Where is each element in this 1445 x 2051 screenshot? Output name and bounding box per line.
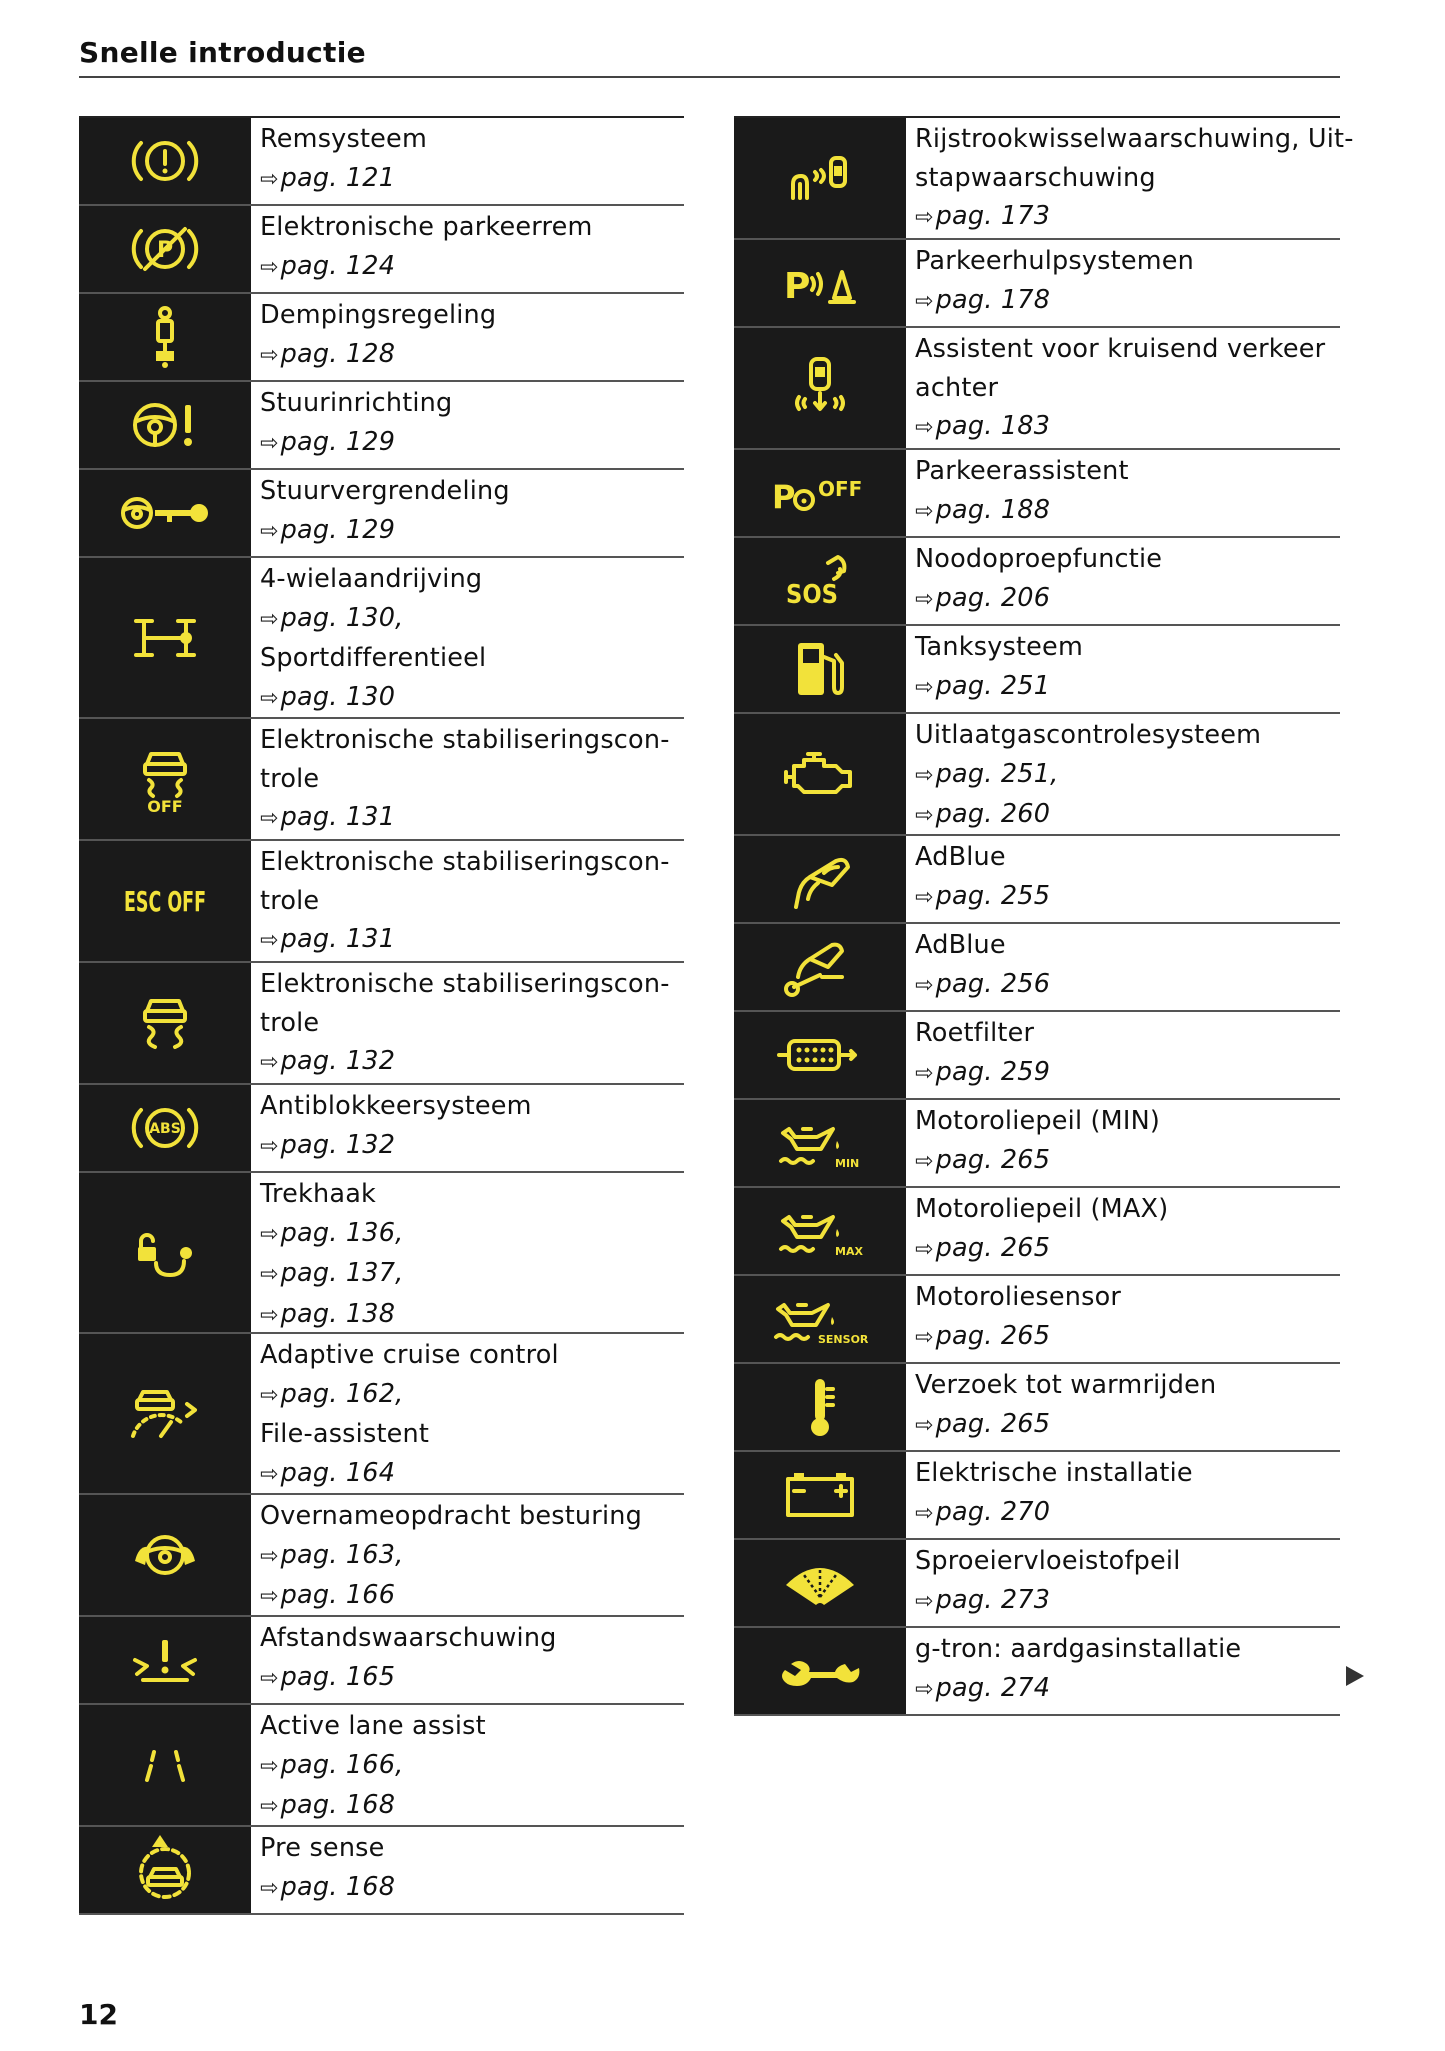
row-text [906, 1452, 1340, 1538]
row-label: Parkeerhulpsystemen [915, 246, 1195, 276]
row-label: Motoroliepeil (MAX) [915, 1194, 1169, 1224]
row-text [906, 1540, 1340, 1626]
table-row [734, 538, 1340, 626]
page-header-title: Snelle introductie [79, 36, 366, 69]
row-text [906, 714, 1340, 834]
page-reference[interactable]: ⇨pag. 265 [915, 1144, 1051, 1175]
steering-warning-icon [79, 382, 251, 468]
battery-icon [734, 1452, 906, 1538]
indicator-table-left [79, 116, 684, 1915]
svg-text:ESC OFF: ESC OFF [124, 885, 206, 918]
page-reference[interactable]: ⇨pag. 251 [915, 670, 1051, 701]
row-label: Motoroliepeil (MIN) [915, 1106, 1161, 1136]
svg-text:MAX: MAX [835, 1245, 863, 1258]
row-label: File-assistent [260, 1419, 430, 1449]
row-text [906, 118, 1354, 238]
row-label: Dempingsregeling [260, 300, 497, 330]
row-label: Elektronische stabiliseringscon- [260, 847, 670, 877]
table-row [734, 1628, 1340, 1716]
table-row [734, 1364, 1340, 1452]
table-row [79, 841, 684, 963]
svg-text:OFF: OFF [147, 797, 183, 816]
table-row [79, 470, 684, 558]
row-label: Active lane assist [260, 1711, 486, 1741]
pre-sense-icon [79, 1827, 251, 1913]
page-reference[interactable]: ⇨pag. 166, [260, 1749, 404, 1780]
page-reference[interactable]: ⇨pag. 162, [260, 1378, 404, 1409]
row-label: trole [260, 763, 320, 794]
row-label: Elektronische parkeerrem [260, 212, 593, 242]
page-reference[interactable]: ⇨pag. 132 [260, 1129, 396, 1160]
table-row [734, 118, 1354, 240]
row-text [906, 626, 1340, 712]
row-text [906, 924, 1340, 1010]
row-label: Sproeiervloeistofpeil [915, 1546, 1181, 1576]
row-label: trole [260, 885, 320, 916]
row-label: Verzoek tot warmrijden [915, 1370, 1217, 1400]
row-text [906, 538, 1340, 624]
row-text [251, 294, 684, 380]
row-text [251, 1617, 684, 1703]
row-label: Afstandswaarschuwing [260, 1623, 557, 1653]
row-text [906, 1100, 1340, 1186]
table-row [79, 719, 684, 841]
table-row [79, 1085, 684, 1173]
row-label: Pre sense [260, 1833, 385, 1863]
esc-car-icon [79, 963, 251, 1083]
row-text [251, 1827, 684, 1913]
table-row [79, 1617, 684, 1705]
page-reference[interactable]: ⇨pag. 178 [915, 284, 1051, 315]
page-reference[interactable]: ⇨pag. 270 [915, 1496, 1051, 1527]
row-label: Antiblokkeersysteem [260, 1091, 532, 1121]
abs-icon [79, 1085, 251, 1171]
row-label: Motoroliesensor [915, 1282, 1122, 1312]
row-label: Rijstrookwisselwaarschuwing, Uit- [915, 124, 1354, 154]
table-row [734, 1188, 1340, 1276]
page-reference[interactable]: ⇨pag. 173 [915, 201, 1051, 231]
row-text [251, 206, 684, 292]
svg-text:MIN: MIN [835, 1157, 860, 1170]
row-text [906, 1012, 1340, 1098]
page-reference[interactable]: ⇨pag. 259 [915, 1056, 1051, 1087]
page-reference[interactable]: ⇨pag. 121 [260, 162, 396, 193]
row-label: AdBlue [915, 842, 1006, 872]
row-label: Trekhaak [260, 1179, 376, 1209]
row-text [251, 1085, 684, 1171]
row-label: Elektronische stabiliseringscon- [260, 969, 670, 999]
row-label: achter [915, 372, 999, 403]
row-label: Elektrische installatie [915, 1458, 1193, 1488]
header-divider [79, 76, 1340, 78]
table-row [79, 1334, 684, 1495]
svg-text:SENSOR: SENSOR [818, 1333, 869, 1346]
wrench-icon [734, 1628, 906, 1714]
lane-assist-icon [79, 1705, 251, 1825]
table-row [79, 1827, 684, 1915]
row-text [251, 382, 684, 468]
page-reference[interactable]: ⇨pag. 138 [260, 1298, 396, 1329]
table-row [79, 294, 684, 382]
esc-off-car-icon [79, 719, 251, 839]
table-row [79, 1173, 684, 1334]
table-row [734, 714, 1340, 836]
shock-absorber-icon [79, 294, 251, 380]
thermometer-icon [734, 1364, 906, 1450]
row-label: Stuurvergrendeling [260, 476, 510, 506]
svg-text:OFF: OFF [818, 477, 863, 501]
washer-fluid-icon [734, 1540, 906, 1626]
fuel-pump-icon [734, 626, 906, 712]
page-reference[interactable]: ⇨pag. 163, [260, 1539, 404, 1570]
page-reference[interactable]: ⇨pag. 165 [260, 1661, 396, 1692]
steering-lock-icon [79, 470, 251, 556]
row-text [906, 1628, 1340, 1714]
oil-min-icon [734, 1100, 906, 1186]
row-text [251, 1173, 684, 1332]
svg-text:ABS: ABS [149, 1121, 181, 1137]
page-reference[interactable]: ⇨pag. 251, [915, 758, 1059, 789]
all-wheel-drive-icon [79, 558, 251, 717]
page-reference[interactable]: ⇨pag. 206 [915, 582, 1051, 613]
adblue-nozzle-icon [734, 836, 906, 922]
svg-text:P: P [156, 238, 174, 263]
row-label: Roetfilter [915, 1018, 1035, 1048]
page-reference[interactable]: ⇨pag. 130 [260, 681, 396, 712]
svg-text:P: P [772, 478, 796, 516]
page-reference[interactable]: ⇨pag. 274 [915, 1672, 1051, 1703]
row-label: Sportdifferentieel [260, 643, 487, 673]
page-reference[interactable]: ⇨pag. 183 [915, 411, 1051, 441]
table-row [734, 1100, 1340, 1188]
row-text [906, 1364, 1340, 1450]
row-text [906, 450, 1340, 536]
esc-off-text-icon [79, 841, 251, 961]
page-reference[interactable]: ⇨pag. 132 [260, 1046, 396, 1076]
row-label: Overnameopdracht besturing [260, 1501, 643, 1531]
page-reference[interactable]: ⇨pag. 168 [260, 1790, 396, 1820]
park-assist-off-icon [734, 450, 906, 536]
table-row [734, 626, 1340, 714]
table-row [79, 558, 684, 719]
parking-brake-icon [79, 206, 251, 292]
row-label: 4-wielaandrijving [260, 564, 483, 594]
table-row [734, 328, 1340, 450]
page-reference[interactable]: ⇨pag. 265 [915, 1408, 1051, 1439]
row-text [251, 558, 684, 717]
row-label: AdBlue [915, 930, 1006, 960]
row-text [251, 1495, 684, 1615]
table-row [734, 1540, 1340, 1628]
page-reference[interactable]: ⇨pag. 137, [260, 1258, 404, 1288]
table-row [79, 382, 684, 470]
oil-max-icon [734, 1188, 906, 1274]
table-row [734, 1012, 1340, 1100]
table-row [734, 1452, 1340, 1540]
continue-arrow-icon [1346, 1666, 1364, 1686]
row-label: trole [260, 1007, 320, 1038]
page-reference[interactable]: ⇨pag. 256 [915, 968, 1051, 999]
cross-traffic-icon [734, 328, 906, 448]
page-reference[interactable]: ⇨pag. 255 [915, 880, 1051, 911]
row-label: stapwaarschuwing [915, 162, 1156, 193]
table-row [734, 1276, 1340, 1364]
row-text [251, 841, 684, 961]
table-row [79, 118, 684, 206]
row-label: Noodoproepfunctie [915, 544, 1163, 574]
row-text [906, 328, 1340, 448]
page-reference[interactable]: ⇨pag. 129 [260, 514, 396, 545]
page-reference[interactable]: ⇨pag. 265 [915, 1320, 1051, 1351]
page-reference[interactable]: ⇨pag. 164 [260, 1457, 396, 1488]
table-row [734, 240, 1340, 328]
row-label: Assistent voor kruisend verkeer [915, 334, 1326, 364]
adaptive-cruise-icon [79, 1334, 251, 1493]
table-row [79, 1495, 684, 1617]
page-reference[interactable]: ⇨pag. 188 [915, 494, 1051, 525]
row-text [251, 1705, 684, 1825]
oil-sensor-icon [734, 1276, 906, 1362]
row-text [251, 963, 684, 1083]
row-text [251, 1334, 684, 1493]
parking-aid-icon [734, 240, 906, 326]
table-row [734, 924, 1340, 1012]
steering-takeover-icon [79, 1495, 251, 1615]
tow-hitch-icon [79, 1173, 251, 1332]
page-reference[interactable]: ⇨pag. 168 [260, 1871, 396, 1902]
svg-text:P: P [784, 266, 811, 307]
row-label: Elektronische stabiliseringscon- [260, 725, 670, 755]
row-text [906, 836, 1340, 922]
row-text [906, 240, 1340, 326]
page-reference[interactable]: ⇨pag. 265 [915, 1232, 1051, 1263]
brake-system-icon [79, 118, 251, 204]
sos-icon [734, 538, 906, 624]
row-label: Parkeerassistent [915, 456, 1129, 486]
table-row [79, 963, 684, 1085]
page-number: 12 [79, 1998, 118, 2031]
row-text [251, 118, 684, 204]
page-reference[interactable]: ⇨pag. 131 [260, 802, 396, 832]
row-label: Adaptive cruise control [260, 1340, 559, 1370]
row-label: Tanksysteem [915, 632, 1083, 662]
table-row [79, 1705, 684, 1827]
engine-check-icon [734, 714, 906, 834]
page-reference[interactable]: ⇨pag. 260 [915, 799, 1051, 829]
table-row [79, 206, 684, 294]
row-text [906, 1188, 1340, 1274]
page-reference[interactable]: ⇨pag. 130, [260, 602, 404, 633]
page-reference[interactable]: ⇨pag. 136, [260, 1217, 404, 1248]
page-reference[interactable]: ⇨pag. 129 [260, 426, 396, 457]
page-reference[interactable]: ⇨pag. 166 [260, 1580, 396, 1610]
row-label: Stuurinrichting [260, 388, 453, 418]
page-reference[interactable]: ⇨pag. 128 [260, 338, 396, 369]
page-reference[interactable]: ⇨pag. 131 [260, 924, 396, 954]
svg-text:SOS: SOS [786, 580, 838, 610]
adblue-wrench-icon [734, 924, 906, 1010]
row-text [906, 1276, 1340, 1362]
particulate-filter-icon [734, 1012, 906, 1098]
row-text [251, 719, 684, 839]
table-row [734, 836, 1340, 924]
page-reference[interactable]: ⇨pag. 273 [915, 1584, 1051, 1615]
lane-change-warning-icon [734, 118, 906, 238]
row-label: Uitlaatgascontrolesysteem [915, 720, 1262, 750]
indicator-table-right [734, 116, 1354, 1716]
distance-warning-icon [79, 1617, 251, 1703]
row-label: g-tron: aardgasinstallatie [915, 1634, 1242, 1664]
row-label: Remsysteem [260, 124, 427, 154]
row-text [251, 470, 684, 556]
table-row [734, 450, 1340, 538]
page-reference[interactable]: ⇨pag. 124 [260, 250, 396, 281]
